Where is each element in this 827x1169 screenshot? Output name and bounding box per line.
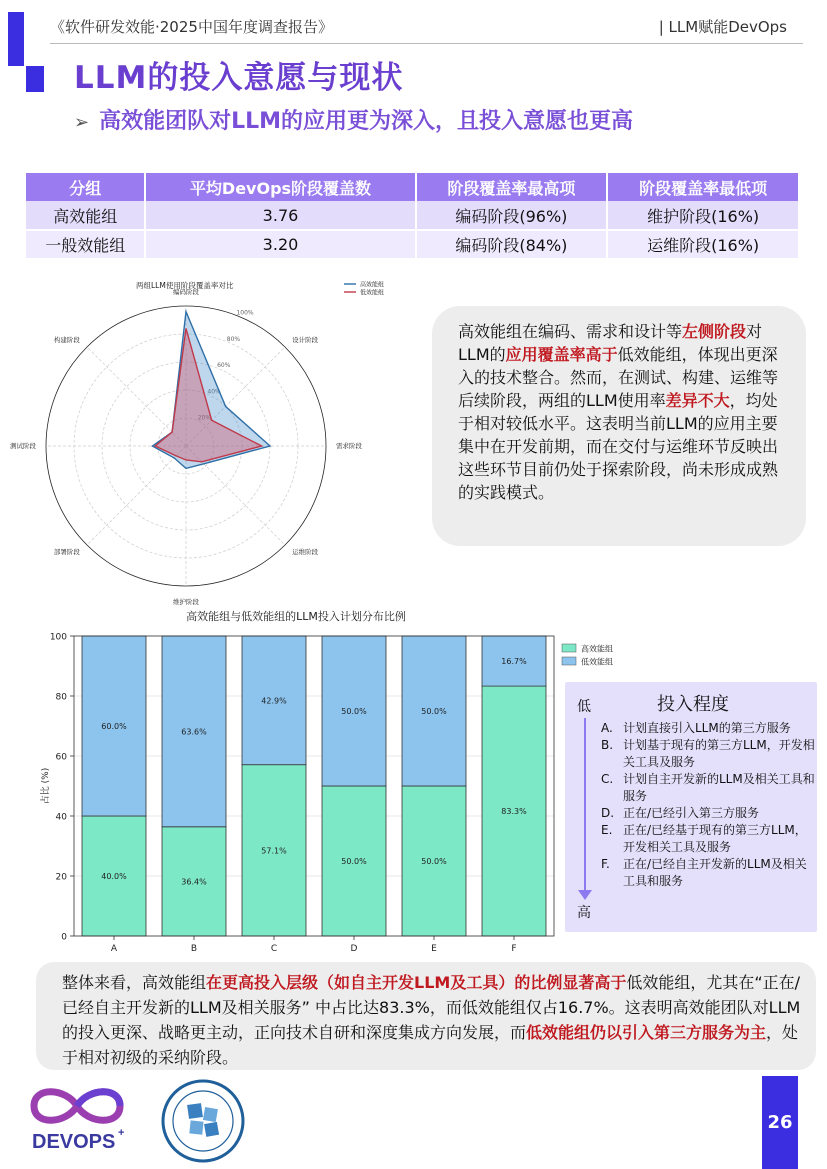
- logo-wordmark: DEVOPS: [32, 1131, 116, 1153]
- x-tick-label: B: [190, 944, 198, 954]
- table-header-cell: 阶段覆盖率最高项: [416, 173, 608, 201]
- bar-data-label: 50.0%: [341, 707, 367, 716]
- bullet-arrow-icon: ➢: [74, 112, 90, 133]
- callout-highlight: 左侧阶段: [682, 322, 747, 341]
- table-cell: 运维阶段(16%): [607, 230, 799, 259]
- bar-data-label: 40.0%: [101, 872, 127, 881]
- list-item: [601, 856, 815, 890]
- legend-title: 投入程度: [657, 694, 729, 715]
- y-tick-label: 40: [55, 812, 67, 823]
- list-item: [601, 771, 815, 805]
- subtitle-text: 高效能团队对LLM的应用更为深入，且投入意愿也更高: [99, 109, 634, 134]
- high-label: 高: [577, 905, 591, 921]
- list-item-text: 计划自主开发新的LLM及相关工具和服务: [623, 772, 815, 803]
- section-header: | LLM赋能DevOps: [658, 18, 787, 36]
- low-label: 低: [577, 699, 591, 715]
- page-number-badge: [762, 1076, 798, 1169]
- table-cell: 3.76: [145, 201, 415, 230]
- bar-legend-swatch: [562, 644, 576, 652]
- radar-tick-label: 80%: [226, 335, 241, 343]
- bar-chart-title: 高效能组与低效能组的LLM投入计划分布比例: [186, 610, 406, 623]
- radar-tick-label: 100%: [236, 309, 254, 317]
- bar-data-label: 50.0%: [421, 857, 447, 866]
- bar-legend-swatch: [562, 657, 576, 665]
- table-cell: 编码阶段(96%): [416, 201, 608, 230]
- y-tick-label: 20: [55, 872, 67, 883]
- radar-spoke: [87, 446, 186, 545]
- radar-title: 两组LLM使用阶段覆盖率对比: [136, 281, 234, 290]
- bar-data-label: 60.0%: [101, 722, 127, 731]
- x-tick-label: C: [270, 944, 278, 954]
- association-seal-logo: [160, 1078, 246, 1164]
- bar-legend-label: 高效能组: [581, 644, 613, 654]
- list-item: [601, 822, 815, 856]
- table-row: [26, 201, 799, 230]
- bar-data-label: 50.0%: [421, 707, 447, 716]
- devops-logo: [22, 1080, 132, 1155]
- x-tick-label: A: [110, 944, 118, 954]
- radar-axis-label: 构建阶段: [53, 335, 80, 344]
- radar-tick-label: 60%: [217, 362, 231, 370]
- callout-text: 低效能组，尤其在“正在/已经自主开发新的LLM及相关服务” 中占比达83.3%，而低效能组仅占16.7%。这表明高效能团队对LLM的投入更深、战略更主动，正向技术自研和深度集成方向发展，而: [62, 973, 801, 1042]
- stacked-bar-chart: [36, 602, 626, 962]
- callout-highlight: 在更高投入层级（如自主开发LLM及工具）的比例显著高于: [206, 973, 627, 992]
- radar-axis-label: 编码阶段: [173, 288, 199, 296]
- bar-legend-label: 低效能组: [581, 657, 613, 667]
- callout-text: 高效能组在编码、需求和设计等: [458, 322, 683, 341]
- level-scale-line: [584, 718, 586, 896]
- list-item: [601, 737, 815, 771]
- y-tick-label: 60: [55, 752, 67, 763]
- callout-highlight: 应用覆盖率高于: [505, 345, 618, 364]
- bar-data-label: 36.4%: [181, 877, 207, 887]
- callout-text: 低效能组，体现出更深入的技术整合。然而，在测试、构建、运维等后续阶段，两组的LLM使用率: [458, 345, 779, 410]
- decorative-bar-top: [8, 12, 24, 66]
- list-item-letter: A.: [601, 721, 613, 735]
- callout-text: ，处于相对初级的采纳阶段。: [62, 1023, 799, 1067]
- table-header-row: [26, 173, 799, 201]
- x-tick-label: D: [350, 944, 358, 954]
- decorative-bar-bottom: [26, 66, 44, 92]
- radar-axis-label: 测试阶段: [10, 442, 36, 450]
- list-item-text: 正在/已经引入第三方服务: [623, 806, 760, 820]
- bar-data-label: 16.7%: [501, 657, 527, 667]
- radar-legend-label: 低效能组: [360, 289, 385, 297]
- page-number: 26: [767, 1112, 793, 1133]
- logo-plus: +: [118, 1127, 125, 1139]
- list-item-letter: D.: [601, 806, 615, 820]
- bar-data-label: 83.3%: [501, 807, 527, 817]
- arrow-down-icon: [578, 890, 592, 900]
- callout-text: 对LLM的: [458, 322, 763, 364]
- page-title: LLM的投入意愿与现状: [74, 60, 404, 96]
- x-tick-label: F: [511, 944, 517, 954]
- table-cell: 编码阶段(84%): [416, 230, 608, 259]
- radar-spoke: [87, 347, 186, 446]
- radar-axis-label: 维护阶段: [173, 598, 199, 606]
- list-item-text: 正在/已经基于现有的第三方LLM，开发相关工具及服务: [623, 823, 807, 854]
- bar-data-label: 50.0%: [341, 857, 367, 866]
- table-header-cell: 阶段覆盖率最低项: [607, 173, 799, 201]
- list-item-letter: E.: [601, 823, 613, 837]
- radar-axis-label: 运维阶段: [292, 548, 319, 557]
- header-divider: [50, 43, 803, 44]
- bar-data-label: 57.1%: [261, 846, 287, 856]
- table-cell: 3.20: [145, 230, 415, 259]
- list-item-text: 计划基于现有的第三方LLM，开发相关工具及服务: [623, 738, 815, 769]
- x-tick-label: E: [431, 944, 437, 954]
- report-title-header: 《软件研发效能·2025中国年度调查报告》: [50, 18, 333, 36]
- callout-text: ，均处于相对较低水平。这表明当前LLM的应用主要集中在开发前期，而在交付与运维环节反映出这些环节目前仍处于探索阶段，尚未形成成熟的实践模式。: [458, 391, 779, 502]
- radar-legend-label: 高效能组: [360, 281, 385, 289]
- table-header-cell: 平均DevOps阶段覆盖数: [145, 173, 415, 201]
- y-tick-label: 100: [49, 632, 67, 643]
- coverage-summary-table: [26, 173, 800, 260]
- radar-axis-label: 设计阶段: [292, 335, 319, 344]
- legend-list: [601, 720, 815, 890]
- table-header-cell: 分组: [26, 173, 145, 201]
- list-item-letter: B.: [601, 738, 614, 752]
- bar-data-label: 42.9%: [261, 696, 287, 706]
- investment-level-legend: [565, 682, 817, 932]
- table-cell: 高效能组: [26, 201, 145, 230]
- page-subtitle: [74, 104, 633, 135]
- y-axis-label: 占比 (%): [41, 767, 51, 805]
- table-cell: 一般效能组: [26, 230, 145, 259]
- list-item: [601, 720, 815, 737]
- list-item-text: 正在/已经自主开发新的LLM及相关工具和服务: [623, 857, 807, 888]
- table-cell: 维护阶段(16%): [607, 201, 799, 230]
- list-item-letter: F.: [601, 857, 610, 871]
- y-tick-label: 0: [61, 932, 67, 943]
- callout-highlight: 低效能组仍以引入第三方服务为主: [526, 1023, 767, 1042]
- bar-data-label: 63.6%: [181, 727, 207, 737]
- y-tick-label: 80: [55, 692, 67, 703]
- callout-highlight: 差异不大: [665, 391, 730, 410]
- table-row: [26, 230, 799, 259]
- radar-analysis-callout: [432, 306, 806, 546]
- list-item-letter: C.: [601, 772, 614, 786]
- radar-axis-label: 部署阶段: [53, 548, 80, 557]
- radar-chart: [10, 272, 436, 612]
- bar-analysis-callout: [36, 962, 816, 1070]
- radar-axis-label: 需求阶段: [336, 442, 362, 450]
- list-item-text: 计划直接引入LLM的第三方服务: [623, 721, 791, 735]
- callout-text: 整体来看，高效能组: [62, 973, 207, 992]
- list-item: [601, 805, 815, 822]
